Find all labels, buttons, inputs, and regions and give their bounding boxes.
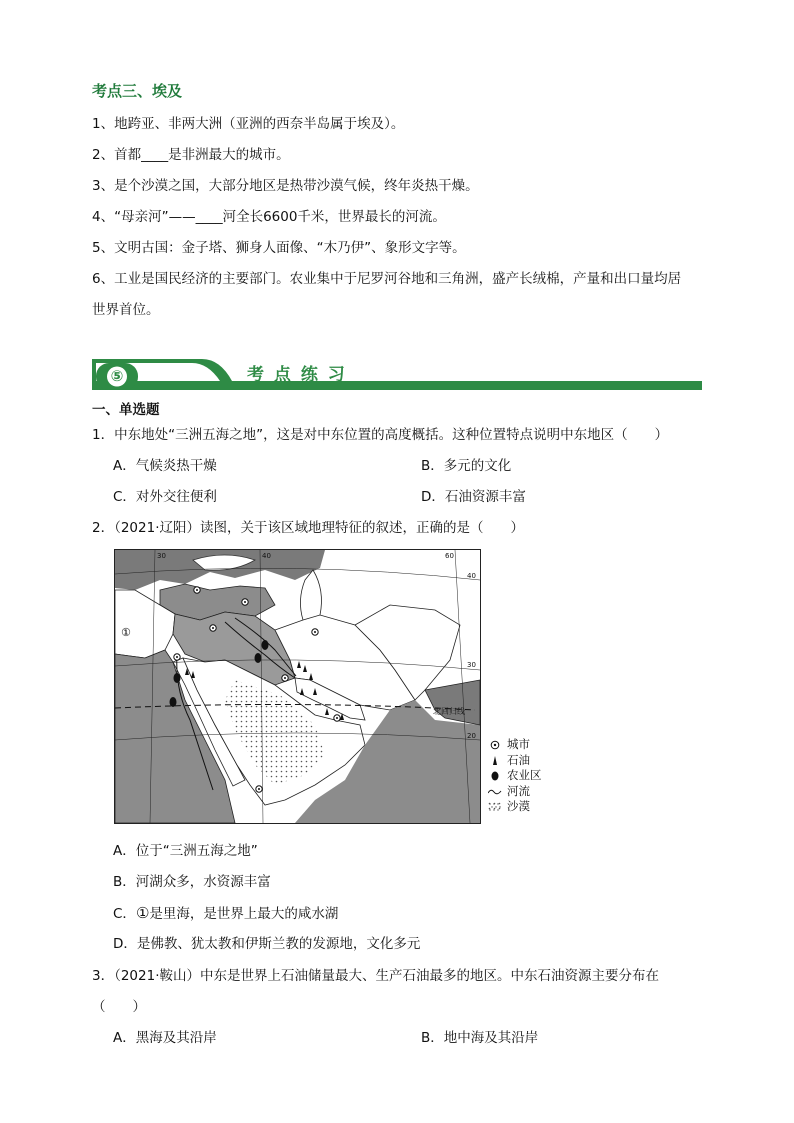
legend-city (488, 737, 542, 753)
point-item-1: 1、地跨亚、非两大洲（亚洲的西奈半岛属于埃及）。 (92, 116, 405, 132)
banner-graphic (92, 359, 702, 393)
q1-option-d[interactable]: D．石油资源丰富 (421, 489, 526, 505)
map-tropic-label: 北回归线 (433, 707, 465, 716)
map-lat-label-1: 40 (467, 572, 476, 580)
agriculture-icon (488, 771, 502, 781)
legend-river-label: 河流 (507, 783, 530, 798)
middle-east-map (114, 549, 481, 824)
legend-oil (488, 753, 542, 769)
q2-option-d[interactable]: D．是佛教、犹太教和伊斯兰教的发源地，文化多元 (113, 936, 421, 952)
legend-city-label: 城市 (507, 737, 530, 751)
q3-option-b[interactable]: B．地中海及其沿岸 (421, 1030, 539, 1046)
section-heading: 考点三、埃及 (92, 82, 183, 100)
q2-option-c-prefix: C． (113, 906, 136, 922)
q2-option-c-text: 是里海，是世界上最大的咸水湖 (149, 906, 339, 922)
question-3-stem: 3．（2021·鞍山）中东是世界上石油储量最大、生产石油最多的地区。中东石油资源主要分布在 (92, 968, 659, 984)
map-lat-label-2: 30 (467, 661, 476, 669)
question-3-stem-cont: （ ） (92, 999, 146, 1015)
map-legend (488, 737, 542, 815)
point-item-2: 2、首都____是非洲最大的城市。 (92, 147, 290, 163)
question-1-stem: 1．中东地处“三洲五海之地”，这是对中东位置的高度概括。这种位置特点说明中东地区（ ） (92, 427, 669, 443)
q1-option-a[interactable]: A．气候炎热干燥 (113, 458, 217, 474)
point-item-4: 4、“母亲河”——____河全长6600千米，世界最长的河流。 (92, 209, 446, 225)
legend-river (488, 784, 542, 800)
practice-banner (92, 359, 702, 393)
city-icon (488, 740, 502, 750)
map-region-mark: ① (121, 626, 131, 639)
q2-option-c-mark: ① (135, 904, 150, 922)
q1-option-b[interactable]: B．多元的文化 (421, 458, 512, 474)
map-lat-label-3: 20 (467, 732, 476, 740)
legend-desert (488, 799, 542, 815)
q2-option-b[interactable]: B．河湖众多，水资源丰富 (113, 874, 271, 890)
banner-title: 考 点 练 习 (247, 365, 347, 385)
banner-icon: ⑤ (110, 367, 124, 385)
map-lon-label-3: 60 (445, 552, 454, 560)
point-item-3: 3、是个沙漠之国，大部分地区是热带沙漠气候，终年炎热干燥。 (92, 178, 479, 194)
legend-agriculture (488, 768, 542, 784)
river-icon (488, 787, 502, 797)
q3-option-a[interactable]: A．黑海及其沿岸 (113, 1030, 217, 1046)
desert-icon (488, 802, 502, 812)
point-item-5: 5、文明古国：金子塔、狮身人面像、“木乃伊”、象形文字等。 (92, 240, 466, 256)
oil-icon (488, 755, 502, 765)
q2-option-c[interactable] (113, 904, 338, 923)
part-heading: 一、单选题 (92, 402, 160, 418)
q1-option-c[interactable]: C．对外交往便利 (113, 489, 217, 505)
legend-oil-label: 石油 (507, 752, 530, 767)
map-lon-label-2: 40 (262, 552, 271, 560)
q2-option-a[interactable]: A．位于“三洲五海之地” (113, 843, 258, 859)
point-item-6: 6、工业是国民经济的主要部门。农业集中于尼罗河谷地和三角洲，盛产长绒棉，产量和出口量均居 (92, 271, 682, 287)
legend-desert-label: 沙漠 (507, 799, 530, 814)
question-2-stem: 2．（2021·辽阳）读图，关于该区域地理特征的叙述，正确的是（ ） (92, 520, 524, 536)
map-lon-label-1: 30 (157, 552, 166, 560)
legend-agriculture-label: 农业区 (507, 768, 542, 783)
point-item-6-cont: 世界首位。 (92, 302, 160, 318)
